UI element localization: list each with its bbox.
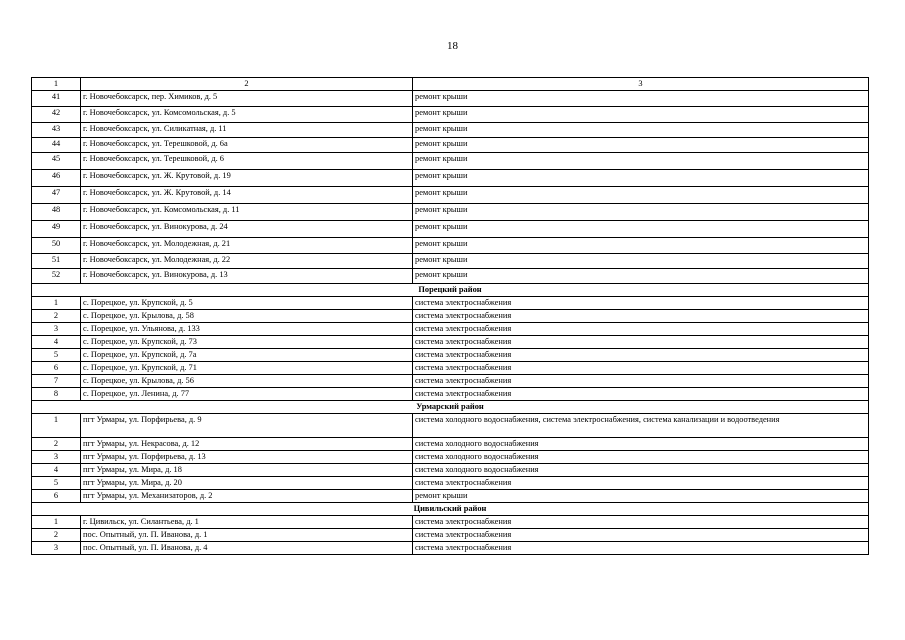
table-row [32, 297, 869, 310]
table-row [32, 516, 869, 529]
table-row [32, 153, 869, 170]
work-type-cell: система электроснабжения [413, 349, 869, 362]
work-type-cell: ремонт крыши [413, 254, 869, 269]
address-cell: г. Новочебоксарск, ул. Винокурова, д. 13 [81, 269, 413, 284]
work-type-cell: ремонт крыши [413, 204, 869, 221]
work-type-cell: система холодного водоснабжения, система электроснабжения, система канализации и водоотведения [413, 414, 869, 438]
address-cell: пгт Урмары, ул. Механизаторов, д. 2 [81, 490, 413, 503]
row-number: 2 [32, 310, 81, 323]
section-row-tsivilsky [32, 503, 869, 516]
address-cell: г. Новочебоксарск, ул. Ж. Крутовой, д. 14 [81, 187, 413, 204]
address-cell: пос. Опытный, ул. П. Иванова, д. 1 [81, 529, 413, 542]
table-row [32, 529, 869, 542]
address-cell: г. Новочебоксарск, ул. Комсомольская, д. 5 [81, 107, 413, 123]
row-number: 41 [32, 91, 81, 107]
address-cell: г. Новочебоксарск, ул. Терешковой, д. 6 [81, 153, 413, 170]
row-number: 3 [32, 451, 81, 464]
row-number: 46 [32, 170, 81, 187]
work-type-cell: система электроснабжения [413, 323, 869, 336]
section-title: Цивильский район [32, 503, 869, 516]
address-cell: г. Новочебоксарск, ул. Комсомольская, д. 11 [81, 204, 413, 221]
section-title: Порецкий район [32, 284, 869, 297]
table-row [32, 138, 869, 153]
address-cell: пос. Опытный, ул. П. Иванова, д. 4 [81, 542, 413, 555]
table-row [32, 204, 869, 221]
address-cell: пгт Урмары, ул. Мира, д. 20 [81, 477, 413, 490]
table-row [32, 187, 869, 204]
row-number: 43 [32, 123, 81, 138]
row-number: 4 [32, 464, 81, 477]
row-number: 2 [32, 438, 81, 451]
row-number: 52 [32, 269, 81, 284]
address-cell: с. Порецкое, ул. Ульянова, д. 133 [81, 323, 413, 336]
row-number: 44 [32, 138, 81, 153]
row-number: 6 [32, 490, 81, 503]
table-row [32, 375, 869, 388]
address-cell: пгт Урмары, ул. Порфирьева, д. 9 [81, 414, 413, 438]
address-cell: с. Порецкое, ул. Крылова, д. 56 [81, 375, 413, 388]
work-type-cell: ремонт крыши [413, 187, 869, 204]
address-cell: г. Новочебоксарск, ул. Силикатная, д. 11 [81, 123, 413, 138]
address-cell: пгт Урмары, ул. Порфирьева, д. 13 [81, 451, 413, 464]
header-row [32, 78, 869, 91]
address-cell: г. Цивильск, ул. Силантьева, д. 1 [81, 516, 413, 529]
table-row [32, 269, 869, 284]
work-type-cell: ремонт крыши [413, 153, 869, 170]
address-cell: с. Порецкое, ул. Крупской, д. 5 [81, 297, 413, 310]
address-cell: г. Новочебоксарск, ул. Молодежная, д. 22 [81, 254, 413, 269]
table-row [32, 221, 869, 238]
row-number: 50 [32, 238, 81, 254]
table-row [32, 123, 869, 138]
table-row [32, 477, 869, 490]
table-row [32, 388, 869, 401]
table-row [32, 254, 869, 269]
row-number: 1 [32, 414, 81, 438]
work-type-cell: система электроснабжения [413, 375, 869, 388]
row-number: 5 [32, 477, 81, 490]
row-number: 7 [32, 375, 81, 388]
table-row [32, 349, 869, 362]
table-row [32, 238, 869, 254]
work-type-cell: система электроснабжения [413, 516, 869, 529]
address-cell: г. Новочебоксарск, ул. Терешковой, д. 6а [81, 138, 413, 153]
table-row [32, 336, 869, 349]
row-number: 49 [32, 221, 81, 238]
row-number: 1 [32, 297, 81, 310]
row-number: 51 [32, 254, 81, 269]
work-type-cell: ремонт крыши [413, 490, 869, 503]
address-cell: пгт Урмары, ул. Мира, д. 18 [81, 464, 413, 477]
row-number: 3 [32, 542, 81, 555]
address-cell: г. Новочебоксарск, ул. Винокурова, д. 24 [81, 221, 413, 238]
work-type-cell: система электроснабжения [413, 388, 869, 401]
table-row [32, 542, 869, 555]
row-number: 5 [32, 349, 81, 362]
section-row-poretsky [32, 284, 869, 297]
address-cell: г. Новочебоксарск, ул. Молодежная, д. 21 [81, 238, 413, 254]
table-row [32, 310, 869, 323]
table-row [32, 464, 869, 477]
work-type-cell: система электроснабжения [413, 310, 869, 323]
work-type-cell: система электроснабжения [413, 477, 869, 490]
table-row [32, 451, 869, 464]
work-type-cell: ремонт крыши [413, 138, 869, 153]
table-row [32, 490, 869, 503]
row-number: 2 [32, 529, 81, 542]
table-body [32, 78, 869, 555]
table-row [32, 323, 869, 336]
header-cell-3: 3 [413, 78, 869, 91]
address-cell: с. Порецкое, ул. Крылова, д. 58 [81, 310, 413, 323]
repair-table [31, 77, 869, 555]
work-type-cell: ремонт крыши [413, 170, 869, 187]
address-cell: г. Новочебоксарск, пер. Химиков, д. 5 [81, 91, 413, 107]
work-type-cell: ремонт крыши [413, 269, 869, 284]
row-number: 4 [32, 336, 81, 349]
work-type-cell: система электроснабжения [413, 336, 869, 349]
page-number: 18 [447, 40, 458, 52]
row-number: 48 [32, 204, 81, 221]
section-row-urmarsky [32, 401, 869, 414]
address-cell: г. Новочебоксарск, ул. Ж. Крутовой, д. 19 [81, 170, 413, 187]
work-type-cell: ремонт крыши [413, 123, 869, 138]
row-number: 42 [32, 107, 81, 123]
work-type-cell: ремонт крыши [413, 107, 869, 123]
work-type-cell: система электроснабжения [413, 297, 869, 310]
work-type-cell: ремонт крыши [413, 238, 869, 254]
row-number: 8 [32, 388, 81, 401]
table-row [32, 170, 869, 187]
table-row [32, 362, 869, 375]
row-number: 1 [32, 516, 81, 529]
row-number: 3 [32, 323, 81, 336]
address-cell: с. Порецкое, ул. Крупской, д. 7а [81, 349, 413, 362]
address-cell: с. Порецкое, ул. Ленина, д. 77 [81, 388, 413, 401]
work-type-cell: система холодного водоснабжения [413, 438, 869, 451]
work-type-cell: система электроснабжения [413, 542, 869, 555]
header-cell-2: 2 [81, 78, 413, 91]
work-type-cell: ремонт крыши [413, 221, 869, 238]
row-number: 6 [32, 362, 81, 375]
table-row [32, 91, 869, 107]
work-type-cell: ремонт крыши [413, 91, 869, 107]
address-cell: пгт Урмары, ул. Некрасова, д. 12 [81, 438, 413, 451]
header-cell-1: 1 [32, 78, 81, 91]
table-row [32, 438, 869, 451]
work-type-cell: система холодного водоснабжения [413, 464, 869, 477]
row-number: 45 [32, 153, 81, 170]
work-type-cell: система электроснабжения [413, 529, 869, 542]
table-row [32, 414, 869, 438]
table-row [32, 107, 869, 123]
address-cell: с. Порецкое, ул. Крупской, д. 73 [81, 336, 413, 349]
work-type-cell: система электроснабжения [413, 362, 869, 375]
section-title: Урмарский район [32, 401, 869, 414]
row-number: 47 [32, 187, 81, 204]
address-cell: с. Порецкое, ул. Крупской, д. 71 [81, 362, 413, 375]
work-type-cell: система холодного водоснабжения [413, 451, 869, 464]
